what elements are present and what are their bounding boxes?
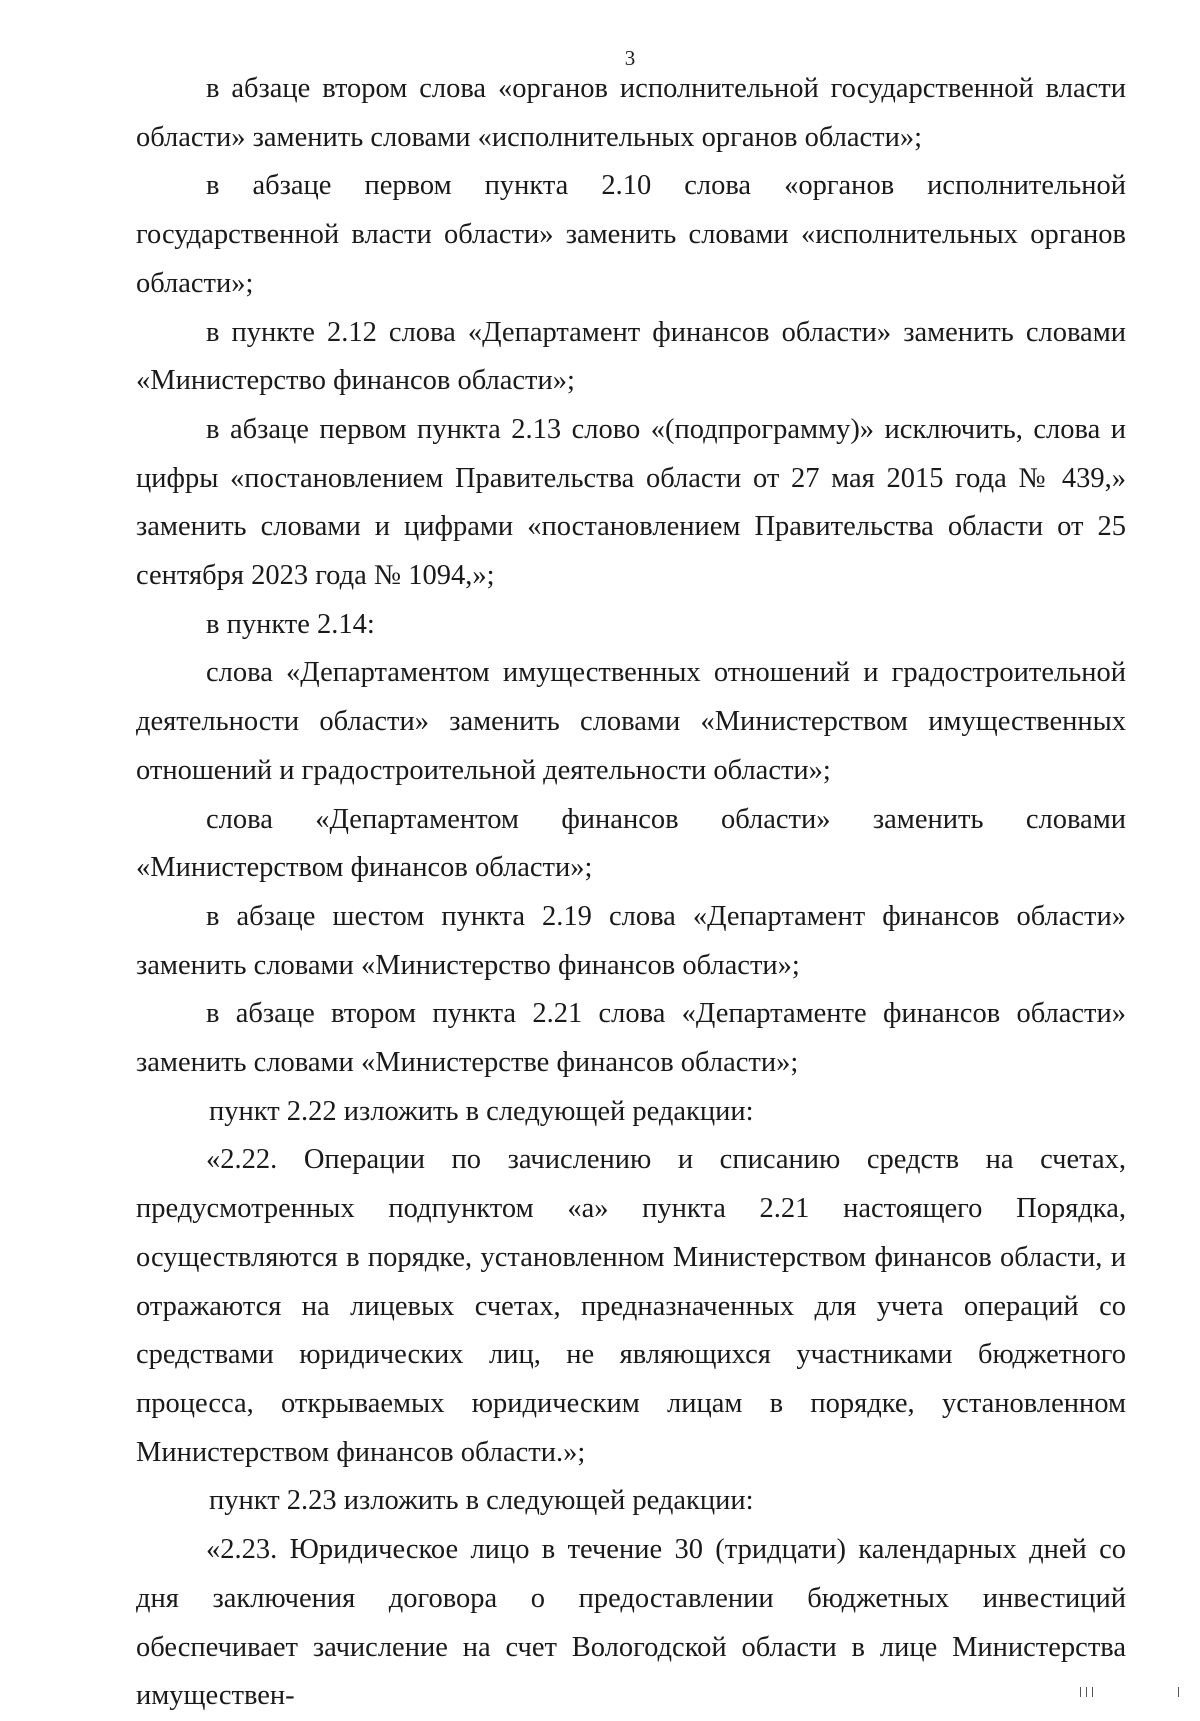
scan-artifact <box>1178 1687 1179 1697</box>
paragraph: в абзаце втором пункта 2.21 слова «Департаменте финансов области» заменить словами «Министерстве финансов области»; <box>136 998 1126 1079</box>
page-number: 3 <box>624 46 636 70</box>
paragraph: слова «Департаментом имущественных отношений и градостроительной деятельности области» заменить словами «Министерством имущественных отношений и градостроительной деятельности области»; <box>136 657 1126 786</box>
quoted-paragraph: «2.22. Операции по зачислению и списанию средств на счетах, предусмотренных подпунктом «а» пункта 2.21 настоящего Порядка, осуществляются в порядке, установленном Министерством финансов области, и отражаются на лицевых счетах, предназначенных для учета операций со средствами юридических лиц, не являющихся участниками бюджетного процесса, открываемых юридическим лицам в порядке, установленном Министерством финансов области.»; <box>136 1144 1126 1468</box>
scan-artifact <box>1092 1687 1093 1697</box>
paragraph: в абзаце первом пункта 2.13 слово «(подпрограмму)» исключить, слова и цифры «постановлением Правительства области от 27 мая 2015 года № 439,» заменить словами и цифрами «постановлением Правительства области от 25 сентября 2023 года № 1094,»; <box>136 413 1126 592</box>
paragraph: в абзаце втором слова «органов исполнительной государственной власти области» заменить словами «исполнительных органов области»; <box>136 73 1126 153</box>
paragraph: в пункте 2.14: <box>206 608 375 640</box>
paragraph: в абзаце первом пункта 2.10 слова «органов исполнительной государственной власти области» заменить словами «исполнительных органов области»; <box>136 170 1126 299</box>
paragraph: пункт 2.23 изложить в следующей редакции: <box>209 1485 754 1517</box>
document-body <box>136 65 1126 1721</box>
paragraph: слова «Департаментом финансов области» заменить словами «Министерством финансов области»; <box>136 803 1126 884</box>
scan-artifact <box>1080 1687 1081 1697</box>
paragraph: в абзаце шестом пункта 2.19 слова «Департамент финансов области» заменить словами «Министерство финансов области»; <box>136 900 1126 981</box>
quoted-paragraph: «2.23. Юридическое лицо в течение 30 (тридцати) календарных дней со дня заключения договора о предоставлении бюджетных инвестиций обеспечивает зачисление на счет Вологодской области в лице Министерства имуществен- <box>136 1534 1126 1712</box>
scan-artifact <box>1086 1687 1087 1697</box>
paragraph: в пункте 2.12 слова «Департамент финансов области» заменить словами «Министерство финансов области»; <box>136 316 1126 397</box>
paragraph: пункт 2.22 изложить в следующей редакции: <box>209 1095 754 1127</box>
